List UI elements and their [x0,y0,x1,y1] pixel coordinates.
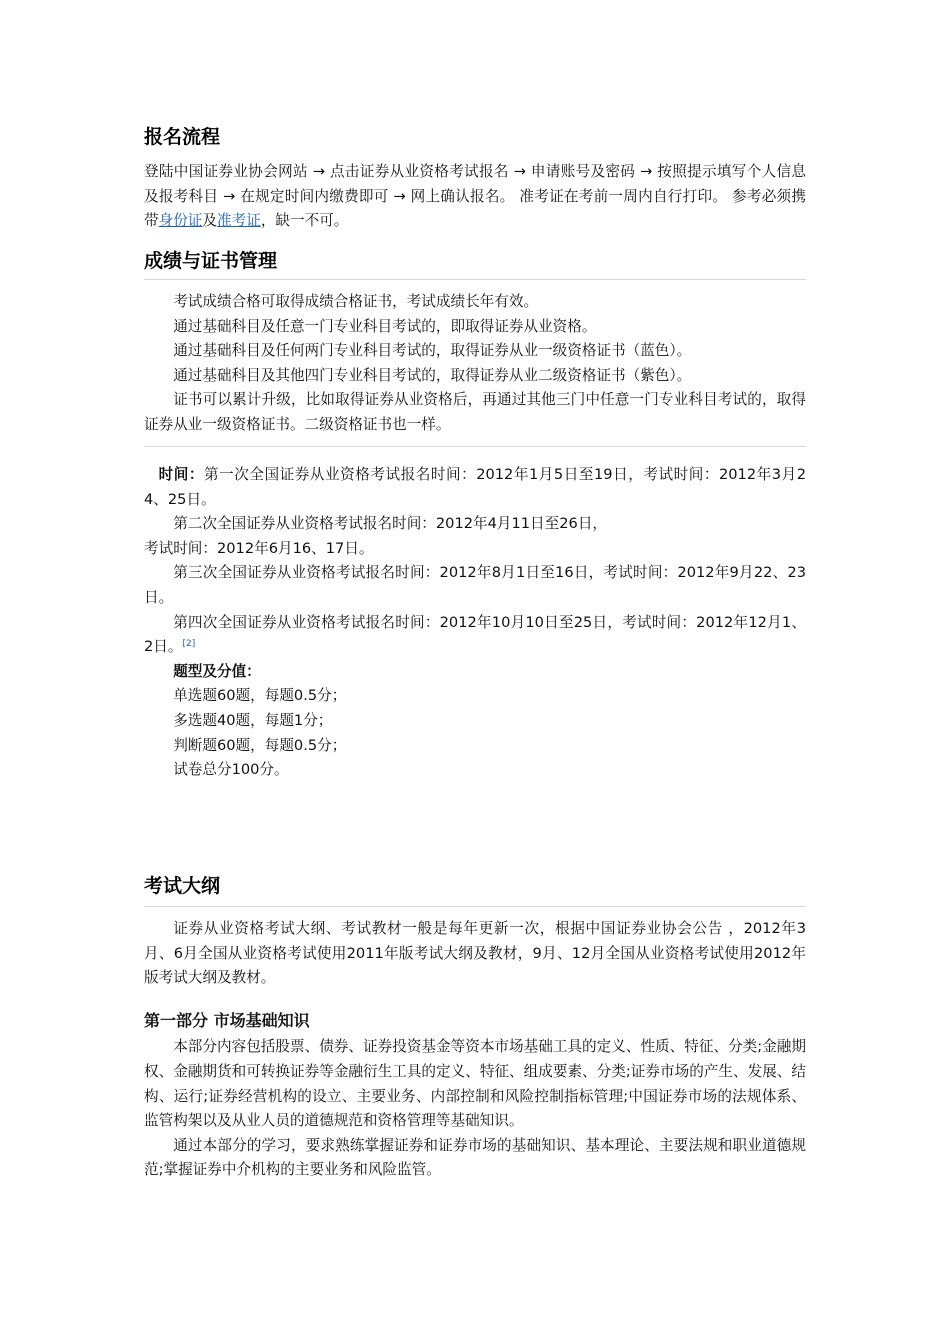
schedule-first-text: 第一次全国证券从业资格考试报名时间：2012年1月5日至19日，考试时间：2012年3月24、25日。 [144,466,806,508]
scores-paragraph: 考试成绩合格可取得成绩合格证书，考试成绩长年有效。 [173,293,539,310]
registration-text [144,160,806,234]
scores-title-divider [144,279,806,280]
registration-connector: 及 [202,212,218,230]
scores-title: 成绩与证书管理 [144,250,278,272]
syllabus-intro: 证券从业资格考试大纲、考试教材一般是每年更新一次，根据中国证券业协会公告 ，2012年3月、6月全国从业资格考试使用2011年版考试大纲及教材，9月、12月全国从业资格考试使用2012年版考试大纲及教材。 [144,920,806,987]
registration-section [144,124,806,234]
schedule-first [144,463,806,512]
part1-paragraph: 本部分内容包括股票、债券、证券投资基金等资本市场基础工具的定义、性质、特征、分类;金融期权、金融期货和可转换证券等金融衍生工具的定义、特征、组成要素、分类;证券市场的产生、发展、结构、运行;证券经营机构的设立、主要业务、内部控制和风险控制指标管理;中国证券市场的法规体系、监管构架以及从业人员的道德规范和资格管理等基础知识。 [144,1038,806,1130]
question-type-item: 多选题40题，每题1分； [173,711,333,729]
part1-paragraph: 通过本部分的学习，要求熟练掌握证券和证券市场的基础知识、基本理论、主要法规和职业道德规范;掌握证券中介机构的主要业务和风险监管。 [144,1136,806,1179]
schedule-fourth [144,611,806,660]
scores-paragraph: 证书可以累计升级，比如取得证券从业资格后，再通过其他三门中任意一门专业科目考试的，取得证券从业一级资格证书。二级资格证书也一样。 [144,391,806,433]
scores-bottom-divider [144,446,806,447]
schedule-fourth-text: 第四次全国证券从业资格考试报名时间：2012年10月10日至25日，考试时间：2012年12月1、2日。 [144,613,806,656]
schedule-section [144,463,806,783]
registration-text-part2: ，缺一不可。 [260,212,349,230]
scores-body [144,290,806,438]
part1-title: 第一部分 市场基础知识 [144,1010,310,1030]
syllabus-section [144,873,806,1183]
question-type-item: 单选题60题，每题0.5分； [173,687,347,705]
question-types-label: 题型及分值： [173,662,261,680]
scores-paragraph: 通过基础科目及任何两门专业科目考试的，取得证券从业一级资格证书（蓝色）。 [173,342,692,360]
scores-section [144,248,806,447]
schedule-second-line1: 第二次全国证券从业资格考试报名时间：2012年4月11日至26日， [173,515,608,533]
scores-paragraph: 通过基础科目及其他四门专业科目考试的，取得证券从业二级资格证书（紫色）。 [173,366,692,384]
registration-text-part1: 登陆中国证券业协会网站 → 点击证券从业资格考试报名 → 申请账号及密码 → 按照提示填写个人信息及报考科目 → 在规定时间内缴费即可 → 网上确认报名。 准考证在考前一周内自行打印。 参考必须携带 [144,163,806,230]
footnote-link[interactable]: [2] [182,639,196,650]
scores-paragraph: 通过基础科目及任意一门专业科目考试的，即取得证券从业资格。 [173,317,597,335]
syllabus-title: 考试大纲 [144,875,221,897]
question-type-item: 试卷总分100分。 [173,761,289,779]
schedule-second-line2: 考试时间：2012年6月16、17日。 [144,539,374,557]
syllabus-title-divider [144,906,806,907]
schedule-label: 时间： [158,466,204,483]
id-card-link[interactable]: 身份证 [158,212,203,230]
registration-title: 报名流程 [144,126,221,148]
schedule-third: 第三次全国证券从业资格考试报名时间：2012年8月1日至16日，考试时间：2012年9月22、23日。 [144,564,806,606]
question-type-item: 判断题60题，每题0.5分； [173,736,347,754]
admission-ticket-link[interactable]: 准考证 [217,212,261,230]
